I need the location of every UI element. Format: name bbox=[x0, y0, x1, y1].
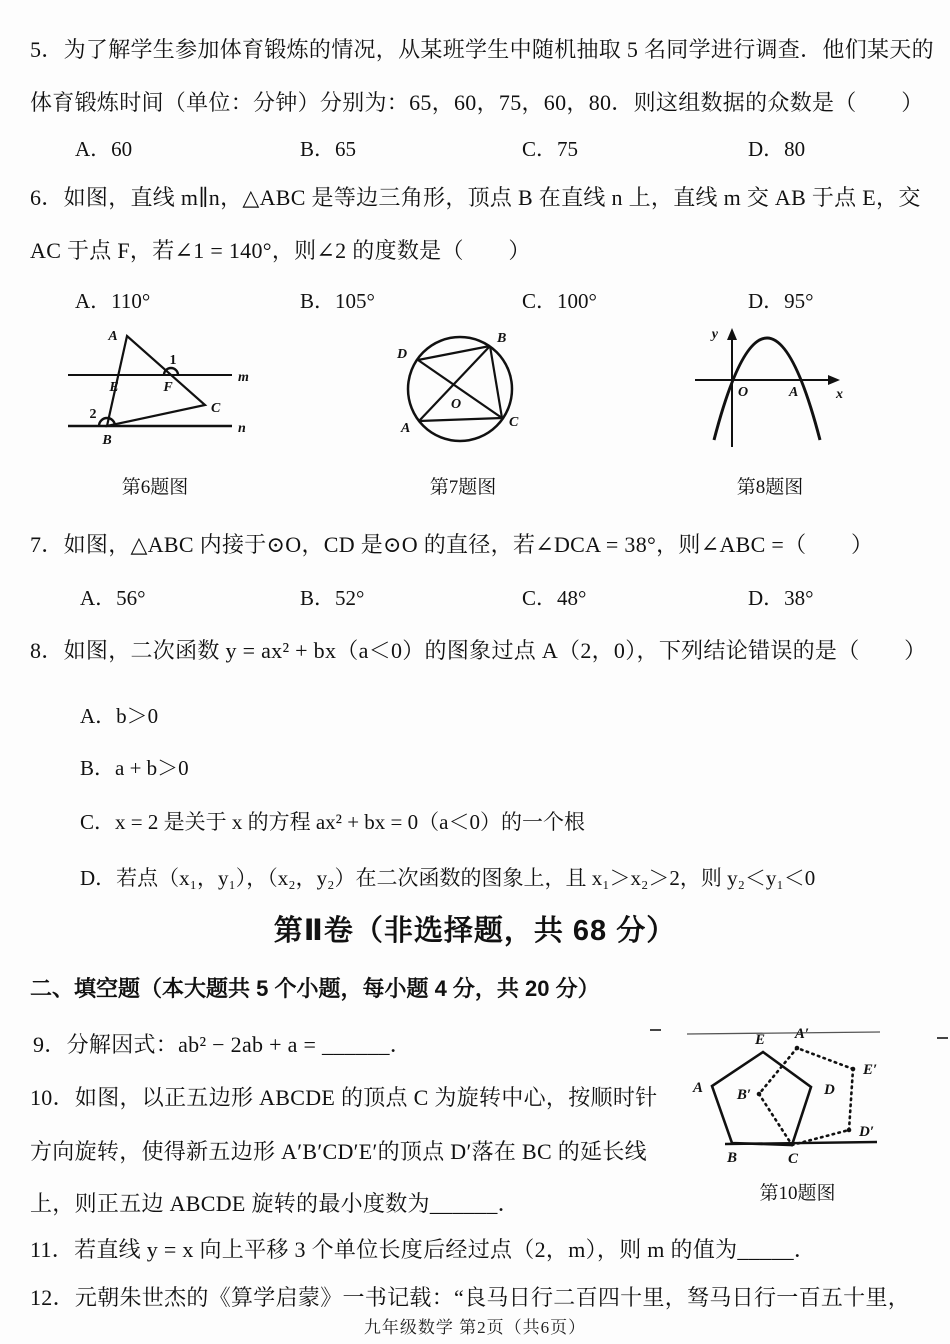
fig10-label-d-prime: D′ bbox=[859, 1124, 875, 1140]
fig6-label-f: F bbox=[163, 380, 173, 395]
question-10-line-3: 上，则正五边 ABCDE 旋转的最小度数为______． bbox=[30, 1191, 520, 1216]
question-11: 11．若直线 y = x 向上平移 3 个单位长度后经过点（2，m），则 m 的值为_____． bbox=[30, 1237, 817, 1262]
page-footer: 九年级数学 第2页（共6页） bbox=[363, 1318, 587, 1337]
question-6-line-2: AC 于点 F，若∠1 = 140°，则∠2 的度数是（ ） bbox=[30, 238, 531, 263]
fig10-vertex-b-prime bbox=[757, 1092, 762, 1097]
fig7-label-d: D bbox=[397, 347, 408, 362]
fig10-label-a-prime: A′ bbox=[794, 1026, 810, 1042]
question-6-option-c: C．100° bbox=[522, 289, 597, 313]
part2-title: 第Ⅱ卷（非选择题，共 68 分） bbox=[273, 915, 677, 947]
question-6-option-d: D．95° bbox=[748, 289, 814, 313]
question-8-line-1: 8．如图，二次函数 y = ax² + bx（a＜0）的图象过点 A（2，0），下列结论错误的是（ ） bbox=[30, 638, 927, 663]
question-8-option-d: D．若点（x₁，y₁），（x₂，y₂）在二次函数的图象上，且 x₁＞x₂＞2，则 y₂＜y₁＜0 bbox=[80, 866, 816, 890]
fig10-label-e-prime: E′ bbox=[863, 1062, 878, 1078]
fig6-label-e: E bbox=[109, 380, 119, 395]
fig6-label-angle1: 1 bbox=[169, 353, 177, 368]
fig6-label-b: B bbox=[102, 433, 112, 448]
fig10-label-b-prime: B′ bbox=[736, 1087, 752, 1103]
figure-7-caption: 第7题图 bbox=[429, 477, 497, 498]
fig10-label-e: E bbox=[754, 1032, 766, 1048]
question-8-option-a: A．b＞0 bbox=[80, 704, 159, 728]
fig6-label-c: C bbox=[211, 401, 221, 416]
fig10-label-b: B bbox=[726, 1150, 738, 1166]
fig8-label-y: y bbox=[711, 327, 718, 342]
fig10-vertex-e-prime bbox=[851, 1067, 856, 1072]
question-7-option-a: A．56° bbox=[80, 586, 146, 610]
figure-10-caption: 第10题图 bbox=[759, 1183, 836, 1204]
question-5-option-d: D．80 bbox=[748, 137, 806, 161]
figure-question-6 bbox=[55, 326, 255, 461]
question-7-line-1: 7．如图，△ABC 内接于⊙O，CD 是⊙O 的直径，若∠DCA = 38°，则∠ABC =（ ） bbox=[30, 532, 874, 557]
fig6-label-angle2: 2 bbox=[89, 407, 97, 422]
question-5-option-c: C．75 bbox=[522, 137, 579, 161]
fig7-label-o: O bbox=[451, 397, 462, 412]
fill-in-blank-header: 二、填空题（本大题共 5 个小题，每小题 4 分，共 20 分） bbox=[30, 976, 600, 1001]
fig10-vertex-d-prime bbox=[847, 1128, 852, 1133]
fig10-vertex-a-prime bbox=[795, 1046, 800, 1051]
fig7-label-b: B bbox=[497, 331, 507, 346]
figure-8-caption: 第8题图 bbox=[736, 477, 804, 498]
question-10-line-2: 方向旋转，使得新五边形 A′B′CD′E′的顶点 D′落在 BC 的延长线 bbox=[30, 1139, 647, 1164]
fig7-label-c: C bbox=[509, 415, 519, 430]
question-10-line-1: 10．如图，以正五边形 ABCDE 的顶点 C 为旋转中心，按顺时针 bbox=[30, 1085, 658, 1110]
question-6-line-1: 6．如图，直线 m∥n，△ABC 是等边三角形，顶点 B 在直线 n 上，直线 m 交 AB 于点 E，交 bbox=[30, 185, 921, 210]
fig10-label-d: D bbox=[824, 1082, 835, 1098]
question-5-line-1: 5．为了解学生参加体育锻炼的情况，从某班学生中随机抽取 5 名同学进行调查．他们某天的 bbox=[30, 37, 934, 62]
question-7-option-b: B．52° bbox=[300, 586, 365, 610]
question-8-option-c: C．x = 2 是关于 x 的方程 ax² + bx = 0（a＜0）的一个根 bbox=[80, 810, 585, 834]
fig6-label-m: m bbox=[238, 370, 249, 385]
figure-6-caption: 第6题图 bbox=[121, 477, 189, 498]
question-6-option-a: A．110° bbox=[75, 289, 151, 313]
figure-question-8 bbox=[690, 326, 850, 456]
fig8-label-o: O bbox=[738, 385, 749, 400]
figure-question-10 bbox=[645, 1008, 950, 1173]
question-5-option-b: B．65 bbox=[300, 137, 357, 161]
question-5-option-a: A．60 bbox=[75, 137, 133, 161]
fig7-chord-ac bbox=[419, 418, 502, 421]
fig8-parabola bbox=[714, 338, 820, 440]
question-7-option-d: D．38° bbox=[748, 586, 814, 610]
question-6-option-b: B．105° bbox=[300, 289, 375, 313]
fig10-label-c: C bbox=[787, 1151, 799, 1167]
question-12-line-1: 12．元朝朱世杰的《算学启蒙》一书记载：“良马日行二百四十里，驽马日行一百五十里， bbox=[30, 1285, 911, 1310]
question-9: 9．分解因式：ab² − 2ab + a = ______． bbox=[33, 1032, 413, 1057]
figure-question-7 bbox=[393, 330, 533, 460]
fig10-rotated-pentagon-dotted bbox=[759, 1048, 853, 1145]
question-8-option-b: B．a + b＞0 bbox=[80, 756, 189, 780]
fig6-label-a: A bbox=[108, 329, 118, 344]
question-7-option-c: C．48° bbox=[522, 586, 587, 610]
fig8-x-axis-arrow bbox=[828, 375, 840, 385]
fig10-scan-crease-line bbox=[687, 1032, 880, 1034]
fig6-triangle-abc bbox=[107, 336, 205, 426]
fig8-label-a: A bbox=[789, 385, 799, 400]
fig7-label-a: A bbox=[401, 421, 411, 436]
fig8-y-axis-arrow bbox=[727, 328, 737, 340]
fig8-label-x: x bbox=[836, 387, 843, 402]
fig6-label-n: n bbox=[238, 421, 246, 436]
fig10-label-a: A bbox=[692, 1080, 704, 1096]
question-5-line-2: 体育锻炼时间（单位：分钟）分别为：65，60，75，60，80．则这组数据的众数是（ ） bbox=[30, 90, 924, 115]
